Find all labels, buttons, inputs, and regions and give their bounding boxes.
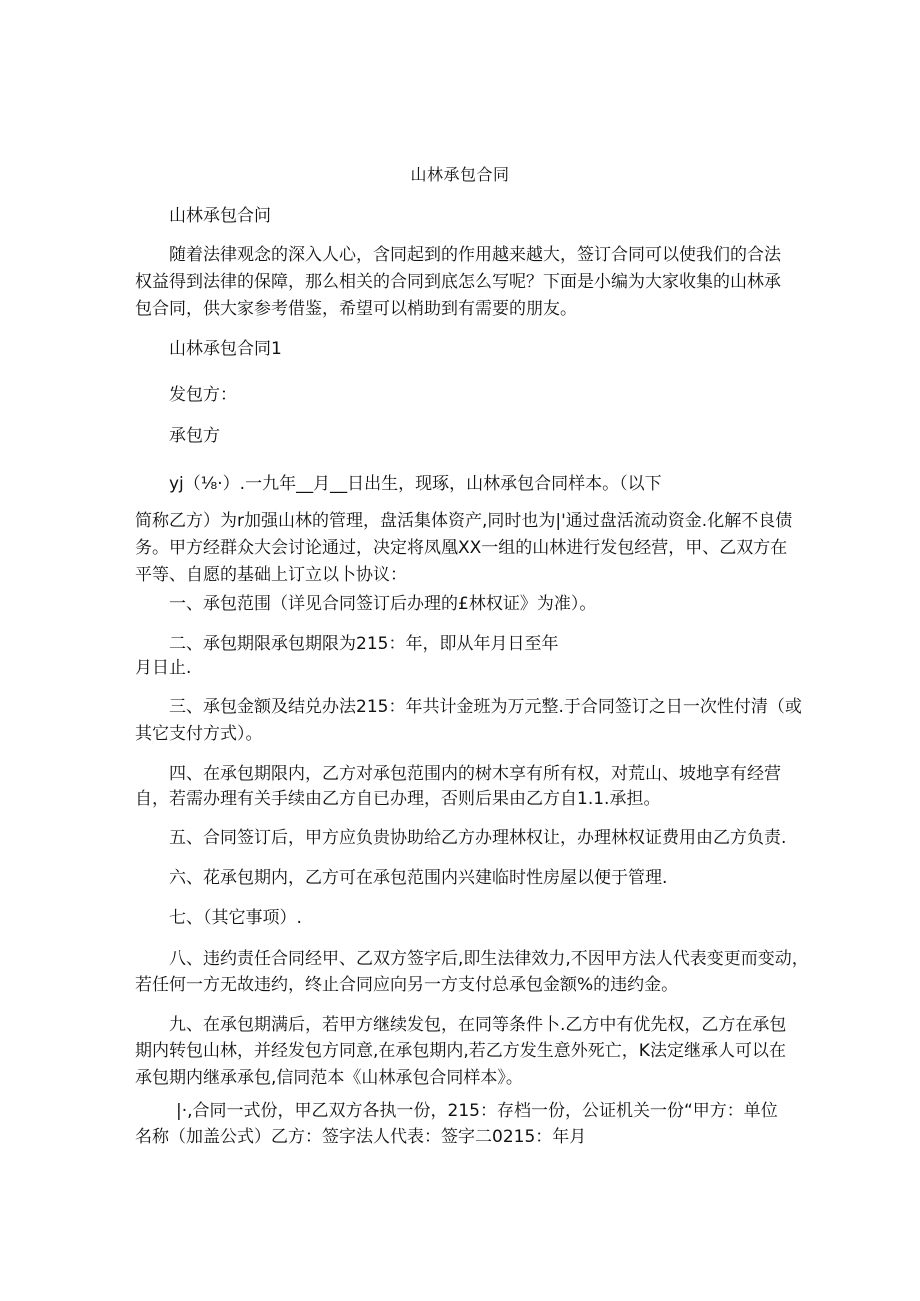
clause-10-cont	[135, 1124, 586, 1151]
intro-paragraph	[135, 269, 781, 323]
clause-4	[169, 761, 781, 788]
clause-5: 五、合同签订后，甲方应负贵协助给乙方办理林权让，办理林权证费用由乙方负责.	[169, 828, 787, 848]
clause-8	[169, 946, 809, 973]
clause-line: 期内转包山林，并经发包方同意,在承包期内,若乙方发生意外死亡，K法定继承人可以在	[135, 1041, 786, 1061]
clause-7: 七、（其它事项）.	[169, 908, 302, 928]
document-title: 山林承包合同	[410, 165, 510, 184]
clause-line: 四、在承包期限内，乙方对承包范围内的树木享有所有权，对荒山、坡地享有经营	[169, 764, 781, 784]
clause-line: 自，若需办理有关手续由乙方自已办理，否则后果由乙方自1.1.承担。	[135, 789, 661, 809]
intro-line: 权益得到法律的保障，那么相关的合同到底怎么写呢？下面是小编为大家收集的山林承	[135, 272, 781, 292]
document-subtitle: 山林承包合问	[169, 206, 271, 226]
intro-first-line	[169, 242, 781, 269]
preamble-line: 平等、自愿的基础上订立以卜协议：	[135, 565, 407, 585]
clause-10	[176, 1098, 778, 1125]
clause-9-cont	[135, 1038, 786, 1092]
clause-line: 其它支付方式）。	[135, 724, 263, 744]
clause-2-cont: 月日止.	[135, 658, 192, 678]
clause-8-cont	[135, 972, 678, 999]
clause-line: 九、在承包期满后，若甲方继续发包，在同等条件卜.乙方中有优先权，乙方在承包	[169, 1015, 787, 1035]
clause-line: 若任何一方无故违约，终止合同应向另一方支付总承包金额%的违约金。	[135, 975, 679, 995]
clause-line: 八、违约责任合同经甲、乙双方签字后,即生法律效力,不因甲方法人代表变更而变动，	[169, 949, 809, 969]
clause-9	[169, 1012, 786, 1039]
intro-line: 随着法律观念的深入人心，含同起到的作用越来越大，签订合同可以使我们的合法	[169, 245, 781, 265]
contract-heading: 山林承包合同1	[169, 339, 282, 359]
clause-line: |·,合同一式份，甲乙双方各执一份，215：存档一份，公证机关一份“甲方：单位	[176, 1101, 778, 1121]
clause-4-cont	[135, 786, 660, 813]
clause-6: 六、花承包期内，乙方可在承包范围内兴建临时性房屋以便于管理.	[169, 868, 668, 888]
preamble-line: 务。甲方经群众大会讨论通过，决定将凤凰XX一组的山林进行发包经营，甲、乙双方在	[135, 538, 788, 558]
intro-line: 包合同，供大家参考借鉴，希望可以梢助到有需要的朋友。	[135, 299, 577, 319]
clause-line: 三、承包金额及结兑办法215：年共计金班为万元整.于合同签订之日一次性付清（或	[169, 697, 802, 717]
clause-line: 承包期内继承承包,信同范本《山林承包合同样本》。	[135, 1068, 523, 1088]
clause-2: 二、承包期限承包期限为215：年，即从年月日至年	[169, 634, 559, 654]
clause-line: 名称（加盖公式）乙方：签字法人代表：签字二0215：年月	[135, 1127, 587, 1147]
clause-1: 一、承包范围（详见合同签订后办理的£林权证》为准）。	[169, 594, 597, 614]
preamble-paragraph	[135, 508, 792, 589]
preamble-line: 简称乙方）为r加强山林的管理，盘活集体资产,同时也为|'通过盘活流动资金.化解不良债	[135, 511, 793, 531]
clause-3	[169, 694, 802, 721]
party-b-label: 承包方	[169, 426, 220, 446]
party-a-label: 发包方：	[169, 385, 237, 405]
clause-3-cont	[135, 721, 263, 748]
party-b-info: yj（⅛·）.一九年__月__日出生，现琢，山林承包合同样本。（以下	[169, 474, 662, 494]
